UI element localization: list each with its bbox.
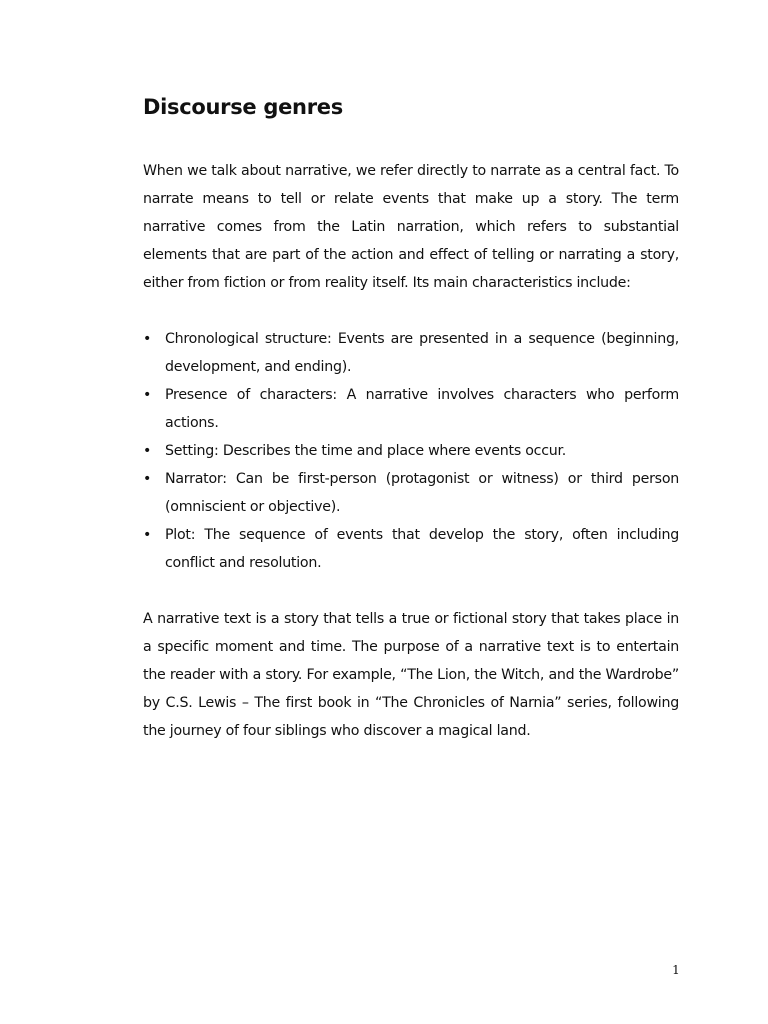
list-item — [143, 381, 679, 437]
list-item-text: Narrator: Can be first-person (protagonist or witness) or third person (omniscient or objective). — [165, 471, 679, 515]
characteristics-list — [143, 325, 679, 577]
bullet-icon: • — [143, 527, 152, 543]
list-item-text: Setting: Describes the time and place where events occur. — [165, 443, 567, 459]
list-item — [143, 437, 679, 465]
closing-paragraph: A narrative text is a story that tells a true or fictional story that takes place in a specific moment and time. The purpose of a narrative text is to entertain the reader with a story. For example, “The Lion, the Witch, and the Wardrobe” by C.S. Lewis – The first book in “The Chronicles of Narnia” series, following the journey of four siblings who discover a magical land. — [143, 611, 679, 739]
bullet-icon: • — [143, 471, 152, 487]
list-item-text: Chronological structure: Events are presented in a sequence (beginning, development, and ending). — [165, 331, 679, 375]
page-number: 1 — [672, 963, 680, 977]
bullet-icon: • — [143, 443, 152, 459]
intro-paragraph: When we talk about narrative, we refer directly to narrate as a central fact. To narrate means to tell or relate events that make up a story. The term narrative comes from the Latin narration, which refers to substantial elements that are part of the action and effect of telling or narrating a story, either from fiction or from reality itself. Its main characteristics include: — [143, 163, 679, 291]
list-item — [143, 465, 679, 521]
document-page — [143, 90, 679, 745]
list-item — [143, 521, 679, 577]
document-title: Discourse genres — [143, 95, 343, 119]
bullet-icon: • — [143, 331, 152, 347]
list-item-text: Plot: The sequence of events that develop the story, often including conflict and resolution. — [165, 527, 679, 571]
bullet-icon: • — [143, 387, 152, 403]
list-item — [143, 325, 679, 381]
list-item-text: Presence of characters: A narrative involves characters who perform actions. — [165, 387, 679, 431]
